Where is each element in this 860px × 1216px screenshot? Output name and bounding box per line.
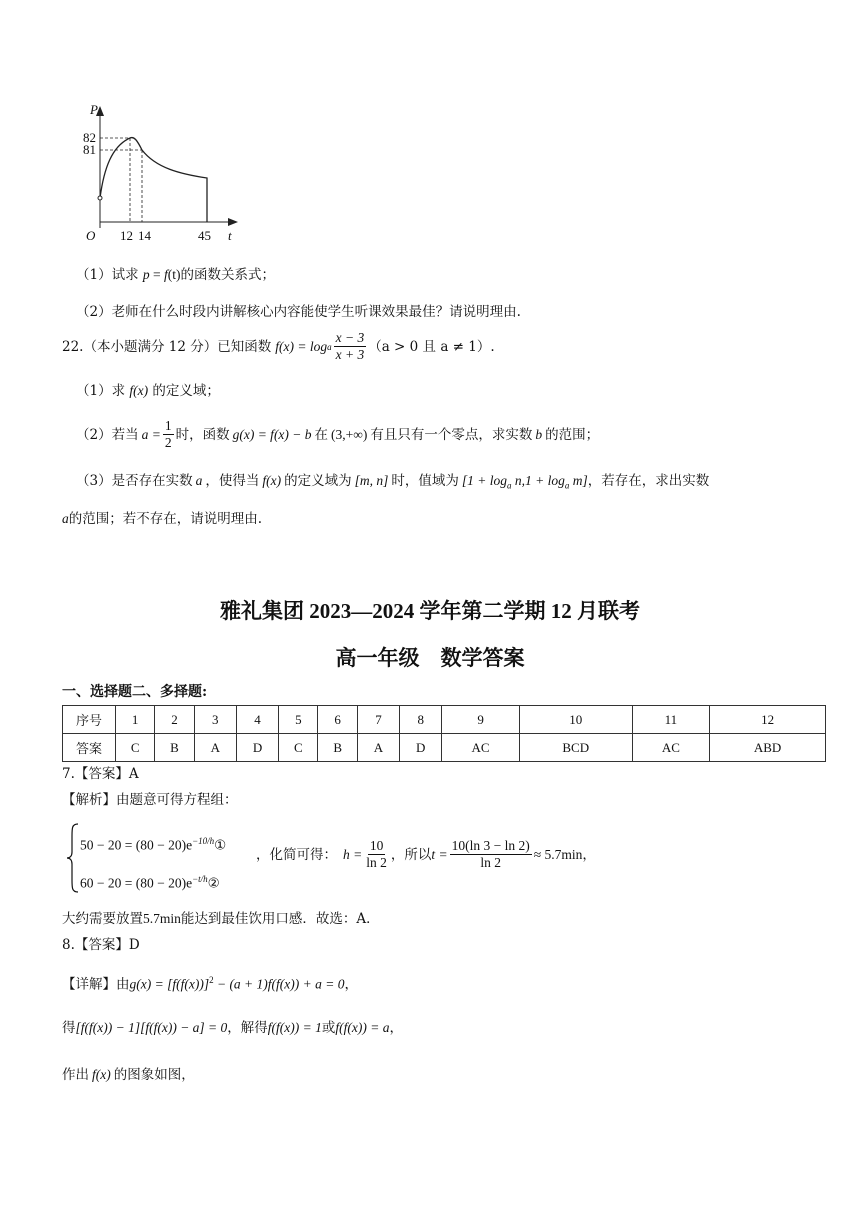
table-cell: 3 <box>194 706 236 734</box>
table-cell: A <box>357 734 399 762</box>
answer-subtitle: 高一年级 数学答案 <box>335 646 525 670</box>
q22-part3: （3）是否存在实数 a ，使得当 f(x) 的定义域为 [m, n] 时，值域为 $[1 + \log_a n,1 + \log_a m]$，若存在，求出实数 <box>76 473 710 491</box>
table-cell: AC <box>632 734 710 762</box>
table-cell: 10 <box>519 706 632 734</box>
q22-part3-cont: a的范围；若不存在，请说明理由. <box>62 511 263 527</box>
table-cell: B <box>155 734 194 762</box>
answer-table <box>62 705 826 762</box>
origin-label: O <box>86 228 96 243</box>
y-axis-label: P <box>90 102 98 117</box>
table-cell: BCD <box>519 734 632 762</box>
a7-analysis: 【解析】由题意可得方程组： <box>62 792 238 808</box>
section-title: 一、选择题二、多择题: <box>62 684 208 700</box>
table-cell: 1 <box>116 706 155 734</box>
table-row-numbers <box>63 706 826 734</box>
table-row-answers <box>63 734 826 762</box>
q22-part1: （1）求 f(x) 的定义域； <box>76 383 220 399</box>
table-cell: C <box>116 734 155 762</box>
table-cell: ABD <box>710 734 826 762</box>
table-cell: B <box>318 734 357 762</box>
q22-part2: （2）若当 a = $\frac{1}{2}$ 时，函数 g(x) = f(x) − b 在 (3,+∞) 有且只有一个零点，求实数 b 的范围； <box>76 418 600 450</box>
table-cell: 12 <box>710 706 826 734</box>
table-header-label: 答案 <box>63 734 116 762</box>
q21-part1: （1）试求 p = f(t)的函数关系式； <box>76 267 276 283</box>
table-cell: AC <box>442 734 520 762</box>
table-cell: 8 <box>400 706 442 734</box>
x-tick-45: 45 <box>198 228 211 243</box>
a8-line1: 【详解】由$g(x) = [f(f(x))]^2 - (a + 1)f(f(x)) + a = 0$， <box>62 975 358 993</box>
table-cell: C <box>279 734 318 762</box>
table-header-label: 序号 <box>63 706 116 734</box>
function-graph <box>70 98 250 248</box>
a8-line2: 得[f(f(x)) − 1][f(f(x)) − a] = 0，解得f(f(x)) = 1或f(f(x)) = a， <box>62 1020 403 1036</box>
table-cell: D <box>236 734 278 762</box>
table-cell: 7 <box>357 706 399 734</box>
table-cell: 9 <box>442 706 520 734</box>
a7-equation-system: $50 - 20 = (80 - 20)e^{-10/h}①$ $60 - 20 = (80 - 20)e^{-t/h}②$ <box>66 822 266 894</box>
x-tick-12: 12 <box>120 228 133 243</box>
table-cell: 6 <box>318 706 357 734</box>
table-cell: 2 <box>155 706 194 734</box>
x-tick-14: 14 <box>138 228 151 243</box>
answer-title: 雅礼集团 2023—2024 学年第二学期 12 月联考 <box>220 599 640 623</box>
y-tick-82: 82 <box>83 130 96 145</box>
table-cell: D <box>400 734 442 762</box>
a7-conclusion: 大约需要放置5.7min能达到最佳饮用口感．故选：A． <box>62 911 380 927</box>
table-cell: A <box>194 734 236 762</box>
x-axis-label: t <box>228 228 232 243</box>
q21-part2: （2）老师在什么时段内讲解核心内容能使学生听课效果最佳？请说明理由. <box>76 304 521 320</box>
a7-solution: ，化简可得： h = $\frac{10}{\ln 2}$ ，所以 t = $\frac{10(\ln 3 - \ln 2)}{\ln 2}$ ≈ 5.7min ， <box>256 838 596 870</box>
table-cell: 5 <box>279 706 318 734</box>
table-cell: 11 <box>632 706 710 734</box>
a8-line3: 作出 f(x) 的图象如图， <box>62 1067 195 1083</box>
table-cell: 4 <box>236 706 278 734</box>
a8-head: 8.【答案】D <box>62 937 140 953</box>
a7-head: 7.【答案】A <box>62 766 139 782</box>
y-tick-81: 81 <box>83 142 96 157</box>
q22-statement: 22.（本小题满分 12 分）已知函数 f(x) = log a $\frac{x - 3}{x + 3}$ （a > 0 且 a ≠ 1）. <box>62 330 495 362</box>
